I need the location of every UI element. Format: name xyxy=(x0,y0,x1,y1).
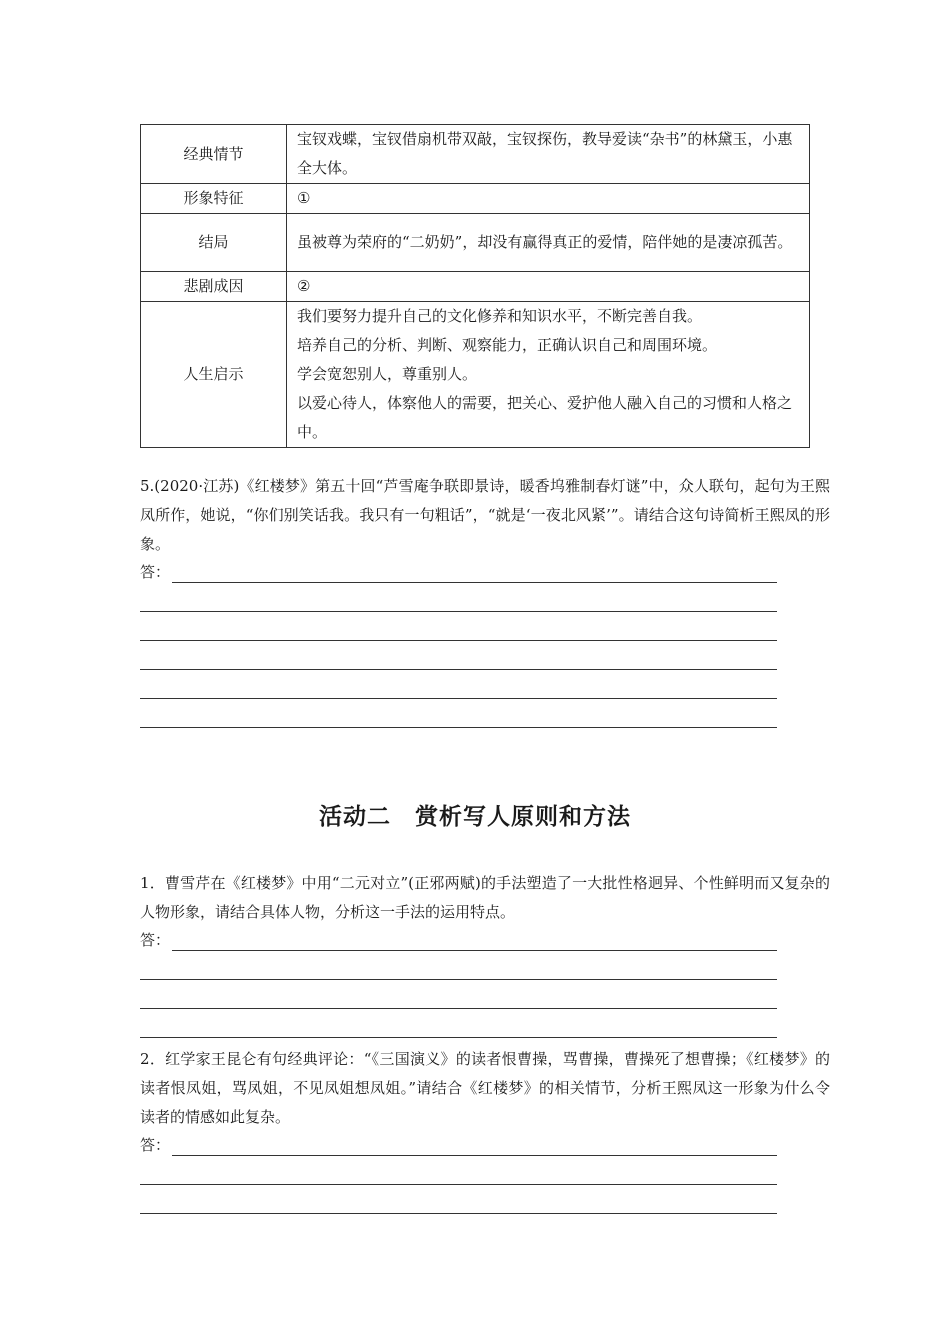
character-analysis-table xyxy=(140,124,810,448)
row-value: 虽被尊为荣府的“二奶奶”，却没有赢得真正的爱情，陪伴她的是凄凉孤苦。 xyxy=(287,214,810,272)
answer-label: 答： xyxy=(140,931,171,949)
answer-line[interactable] xyxy=(140,980,777,1009)
question-1-text: 1．曹雪芹在《红楼梦》中用“二元对立”(正邪两赋)的手法塑造了一大批性格迥异、个性鲜明而又复杂的人物形象，请结合具体人物，分析这一手法的运用特点。 xyxy=(140,874,830,921)
row-value: ① xyxy=(287,184,810,214)
question-5-text: 5.(2020·江苏)《红楼梦》第五十回“芦雪庵争联即景诗，暖香坞雅制春灯谜”中，众人联句，起句为王熙凤所作，她说，“你们别笑话我。我只有一句粗话”，“就是‘一夜北风紧’”。请结合这句诗简析王熙凤的形象。 xyxy=(140,477,830,553)
answer-area-q1 xyxy=(140,922,777,1038)
answer-line[interactable] xyxy=(172,564,777,583)
answer-area-q2 xyxy=(140,1127,777,1214)
life-lesson-line: 学会宽恕别人，尊重别人。 xyxy=(297,365,478,383)
row-value xyxy=(287,302,810,448)
answer-line[interactable] xyxy=(140,951,777,980)
table-row xyxy=(141,272,810,302)
row-value: ② xyxy=(287,272,810,302)
answer-line[interactable] xyxy=(140,1009,777,1038)
answer-first-line xyxy=(140,1127,777,1156)
table-row xyxy=(141,302,810,448)
answer-line[interactable] xyxy=(140,699,777,728)
answer-line[interactable] xyxy=(140,1185,777,1214)
row-label: 结局 xyxy=(141,214,287,272)
table-row xyxy=(141,125,810,184)
life-lesson-line: 培养自己的分析、判断、观察能力，正确认识自己和周围环境。 xyxy=(297,336,718,354)
answer-line[interactable] xyxy=(140,641,777,670)
answer-line[interactable] xyxy=(172,932,777,951)
life-lesson-line: 以爱心待人，体察他人的需要，把关心、爱护他人融入自己的习惯和人格之中。 xyxy=(297,394,793,441)
answer-label: 答： xyxy=(140,563,171,581)
life-lesson-line: 我们要努力提升自己的文化修养和知识水平，不断完善自我。 xyxy=(297,307,703,325)
answer-line[interactable] xyxy=(140,1156,777,1185)
table-row xyxy=(141,184,810,214)
row-label: 经典情节 xyxy=(141,125,287,184)
answer-line[interactable] xyxy=(140,670,777,699)
answer-line[interactable] xyxy=(140,612,777,641)
answer-area-q5 xyxy=(140,554,777,728)
table-row xyxy=(141,214,810,272)
row-label: 人生启示 xyxy=(141,302,287,448)
answer-first-line xyxy=(140,554,777,583)
question-2-text: 2．红学家王昆仑有句经典评论：“《三国演义》的读者恨曹操，骂曹操，曹操死了想曹操；《红楼梦》的读者恨凤姐，骂凤姐，不见凤姐想凤姐。”请结合《红楼梦》的相关情节，分析王熙凤这一形象为什么令读者的情感如此复杂。 xyxy=(140,1050,830,1126)
row-value: 宝钗戏蝶，宝钗借扇机带双敲，宝钗探伤，教导爱读“杂书”的林黛玉，小惠全大体。 xyxy=(287,125,810,184)
row-label: 形象特征 xyxy=(141,184,287,214)
answer-first-line xyxy=(140,922,777,951)
section-title: 活动二 赏析写人原则和方法 xyxy=(319,804,631,830)
answer-line[interactable] xyxy=(140,583,777,612)
answer-label: 答： xyxy=(140,1136,171,1154)
row-label: 悲剧成因 xyxy=(141,272,287,302)
answer-line[interactable] xyxy=(172,1137,777,1156)
